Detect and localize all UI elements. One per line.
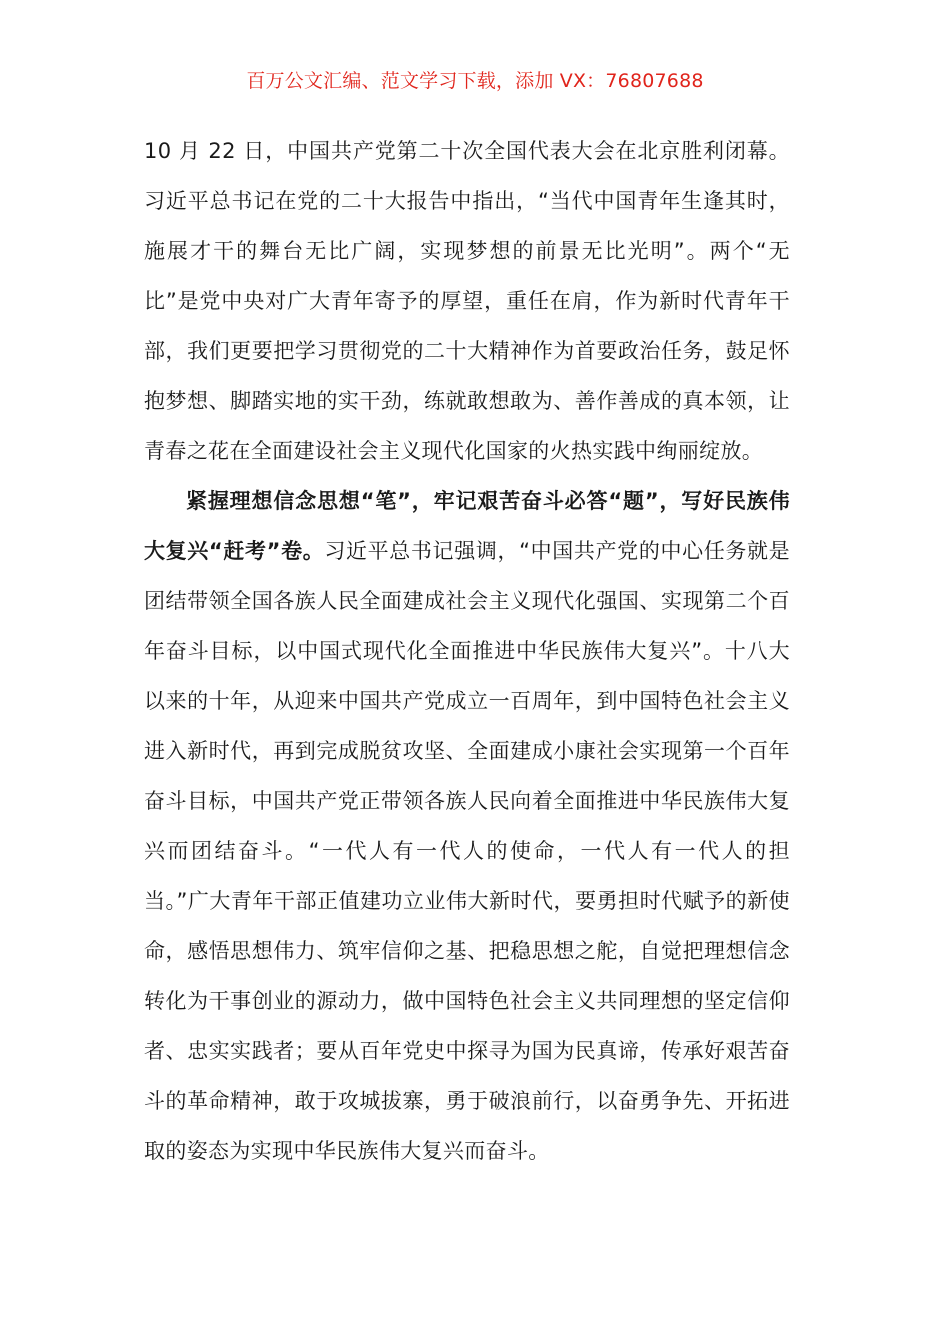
paragraph-2-lead: 紧握理想信念思想“笔”，牢记艰苦奋斗必答“题”，写好民族伟大复兴“赶考”卷。 — [144, 489, 790, 563]
header-banner: 百万公文汇编、范文学习下载，添加 VX：76807688 — [246, 70, 704, 92]
paragraph-2 — [144, 476, 790, 1176]
paragraph-2-body: 习近平总书记强调，“中国共产党的中心任务就是团结带领全国各族人民全面建成社会主义现代化强国、实现第二个百年奋斗目标，以中国式现代化全面推进中华民族伟大复兴”。十八大以来的十年，从迎来中国共产党成立一百周年，到中国特色社会主义进入新时代，再到完成脱贫攻坚、全面建成小康社会实现第一个百年奋斗目标，中国共产党正带领各族人民向着全面推进中华民族伟大复兴而团结奋斗。“一代人有一代人的使命，一代人有一代人的担当。”广大青年干部正值建功立业伟大新时代，要勇担时代赋予的新使命，感悟思想伟力、筑牢信仰之基、把稳思想之舵，自觉把理想信念转化为干事创业的源动力，做中国特色社会主义共同理想的坚定信仰者、忠实实践者；要从百年党史中探寻为国为民真谛，传承好艰苦奋斗的革命精神，敢于攻城拔寨，勇于破浪前行，以奋勇争先、开拓进取的姿态为实现中华民族伟大复兴而奋斗。 — [144, 539, 790, 1163]
document-body — [144, 126, 790, 1176]
paragraph-1: 10 月 22 日，中国共产党第二十次全国代表大会在北京胜利闭幕。习近平总书记在党的二十大报告中指出，“当代中国青年生逢其时，施展才干的舞台无比广阔，实现梦想的前景无比光明”。两个“无比”是党中央对广大青年寄予的厚望，重任在肩，作为新时代青年干部，我们更要把学习贯彻党的二十大精神作为首要政治任务，鼓足怀抱梦想、脚踏实地的实干劲，练就敢想敢为、善作善成的真本领，让青春之花在全面建设社会主义现代化国家的火热实践中绚丽绽放。 — [144, 139, 790, 463]
